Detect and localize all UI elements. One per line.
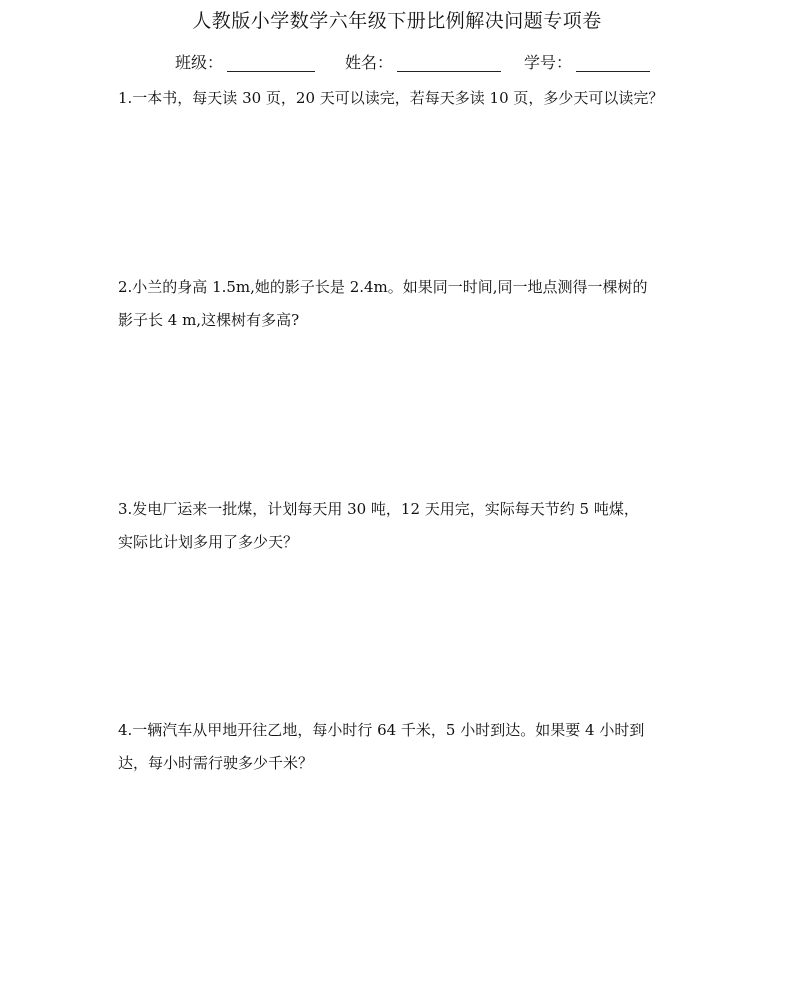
student-info-row xyxy=(0,50,794,74)
question-4 xyxy=(118,714,688,780)
student-id-blank xyxy=(576,55,650,72)
name-label: 姓名： xyxy=(345,53,394,72)
class-field xyxy=(175,50,315,73)
student-id-label: 学号： xyxy=(524,53,573,72)
question-3 xyxy=(118,493,688,559)
question-3-line-1: 3.发电厂运来一批煤，计划每天用 30 吨，12 天用完，实际每天节约 5 吨煤， xyxy=(118,500,639,518)
question-4-line-1: 4.一辆汽车从甲地开往乙地，每小时行 64 千米，5 小时到达。如果要 4 小时到 xyxy=(118,721,645,739)
question-4-line-2: 达，每小时需行驶多少千米？ xyxy=(118,754,314,772)
question-2-line-2: 影子长 4 m,这棵树有多高? xyxy=(118,311,300,329)
question-2 xyxy=(118,271,688,337)
question-2-line-1: 2.小兰的身高 1.5m,她的影子长是 2.4m。如果同一时间,同一地点测得一棵树的 xyxy=(118,278,648,296)
question-3-line-2: 实际比计划多用了多少天？ xyxy=(118,533,299,551)
question-1-line-1: 1.一本书，每天读 30 页，20 天可以读完，若每天多读 10 页，多少天可以读完？ xyxy=(118,89,664,107)
question-1 xyxy=(118,82,688,115)
class-blank xyxy=(227,55,315,72)
page-title: 人教版小学数学六年级下册比例解决问题专项卷 xyxy=(192,10,602,32)
student-id-field xyxy=(524,50,650,73)
name-field xyxy=(345,50,501,73)
class-label: 班级： xyxy=(175,53,224,72)
name-blank xyxy=(397,55,501,72)
